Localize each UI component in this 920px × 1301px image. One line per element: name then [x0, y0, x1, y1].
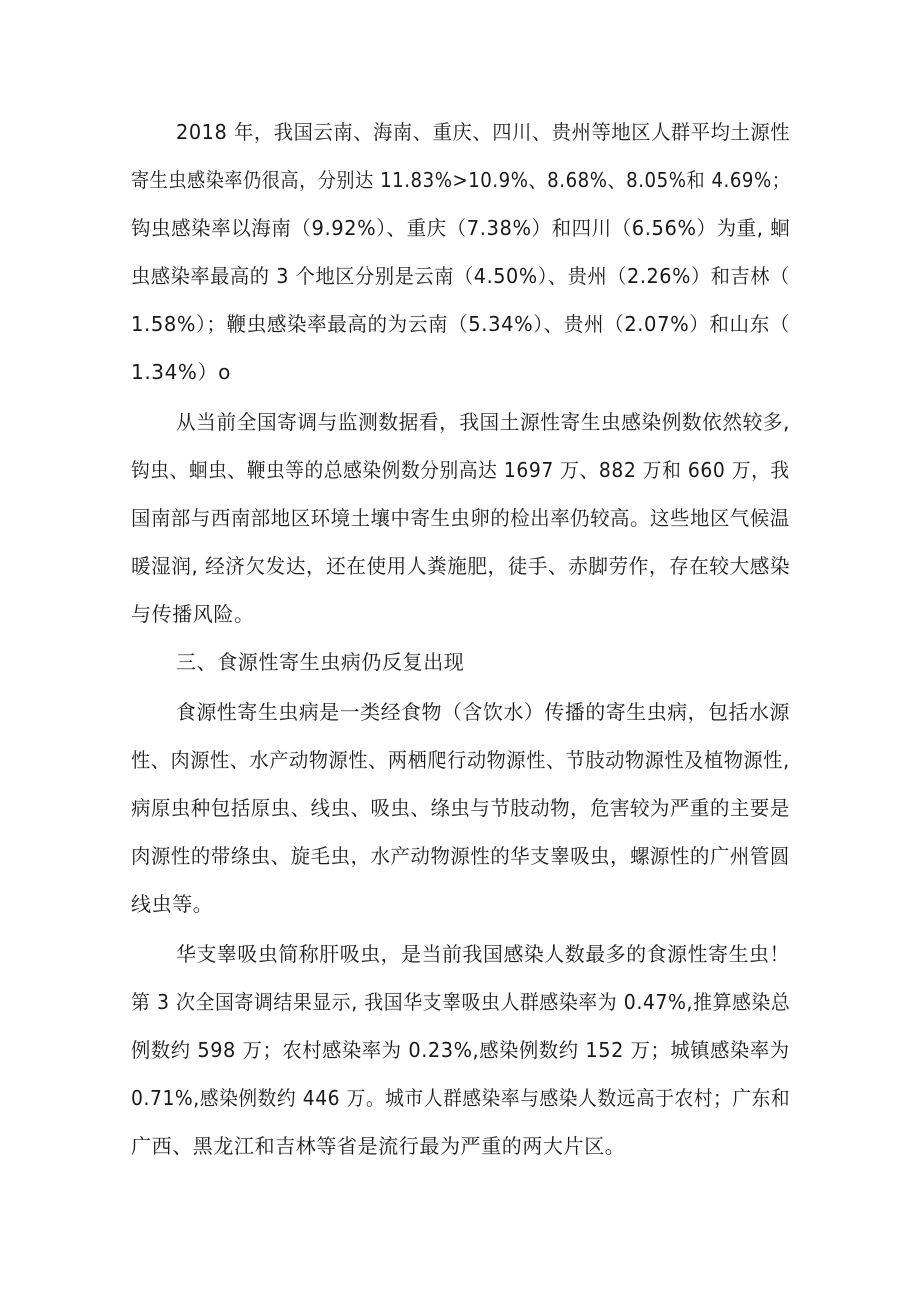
- para4-line-5: 广西、黑龙江和吉林等省是流行最为严重的两大片区。: [131, 1134, 626, 1158]
- para1-line-1: 2018 年，我国云南、海南、重庆、四川、贵州等地区人群平均土源性: [176, 120, 791, 144]
- para1-line-2: 寄生虫感染率仍很高，分别达 11.83%>10.9%、8.68%、8.05%和 4.69%；: [131, 168, 791, 192]
- para1-line-6: 1.34%）o: [131, 360, 231, 384]
- para2-line-5: 与传播风险。: [131, 602, 255, 626]
- para4-line-3: 例数约 598 万；农村感染率为 0.23%,感染例数约 152 万；城镇感染率为: [131, 1038, 790, 1062]
- para2-line-2: 钩虫、蛔虫、鞭虫等的总感染例数分别高达 1697 万、882 万和 660 万，我: [131, 458, 790, 482]
- para2-line-3: 国南部与西南部地区环境土壤中寄生虫卵的检出率仍较高。这些地区气候温: [131, 506, 790, 530]
- para3-line-5: 线虫等。: [131, 892, 214, 916]
- para2-line-4: 暖湿润, 经济欠发达，还在使用人粪施肥，徒手、赤脚劳作，存在较大感染: [131, 554, 791, 578]
- para3-line-3: 病原虫种包括原虫、线虫、吸虫、绦虫与节肢动物，危害较为严重的主要是: [131, 796, 790, 820]
- para4-line-4: 0.71%,感染例数约 446 万。城市人群感染率与感染人数远高于农村；广东和: [131, 1086, 791, 1110]
- section-heading: 三、食源性寄生虫病仍反复出现: [176, 650, 465, 674]
- para3-line-1: 食源性寄生虫病是一类经食物（含饮水）传播的寄生虫病，包括水源: [176, 700, 790, 724]
- para1-line-5: 1.58%）；鞭虫感染率最高的为云南（5.34%）、贵州（2.07%）和山东（: [131, 312, 790, 336]
- para1-line-4: 虫感染率最高的 3 个地区分别是云南（4.50%）、贵州（2.26%）和吉林（: [131, 264, 790, 288]
- para4-line-2: 第 3 次全国寄调结果显示, 我国华支睾吸虫人群感染率为 0.47%,推算感染总: [131, 990, 791, 1014]
- para3-line-2: 性、肉源性、水产动物源性、两栖爬行动物源性、节肢动物源性及植物源性,: [131, 748, 790, 772]
- para1-line-3: 钩虫感染率以海南（9.92%）、重庆（7.38%）和四川（6.56%）为重, 蛔: [131, 216, 791, 240]
- para3-line-4: 肉源性的带绦虫、旋毛虫，水产动物源性的华支睾吸虫，螺源性的广州管圆: [131, 844, 790, 868]
- para4-line-1: 华支睾吸虫简称肝吸虫，是当前我国感染人数最多的食源性寄生虫！: [176, 942, 790, 966]
- para2-line-1: 从当前全国寄调与监测数据看，我国土源性寄生虫感染例数依然较多,: [176, 410, 790, 434]
